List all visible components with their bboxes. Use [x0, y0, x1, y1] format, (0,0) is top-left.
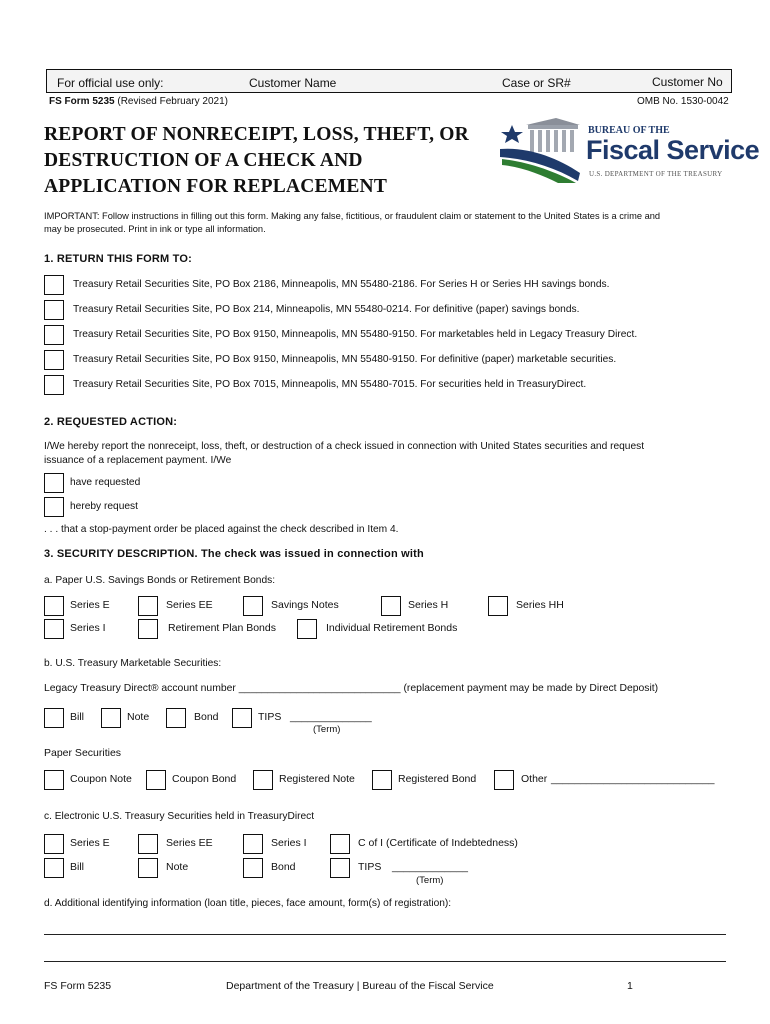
footer-department: Department of the Treasury | Bureau of the Fiscal Service [226, 980, 494, 992]
return-option-5: Treasury Retail Securities Site, PO Box 7015, Minneapolis, MN 55480-7015. For securities held in TreasuryDirect. [73, 379, 587, 390]
official-use-label: For official use only: [57, 76, 164, 90]
retirement-plan-bonds-checkbox[interactable] [138, 619, 158, 639]
tips-term-caption: (Term) [313, 724, 341, 735]
page-number: 1 [627, 980, 633, 992]
stop-payment-text: . . . that a stop-payment order be placed against the check described in Item 4. [44, 524, 399, 535]
have-requested-label: have requested [70, 477, 141, 488]
page-title [44, 122, 469, 200]
td-series-i-label: Series I [271, 837, 307, 849]
registered-note-checkbox[interactable] [253, 770, 273, 790]
return-option-checkbox-2[interactable] [44, 300, 64, 320]
logo-dept: U.S. DEPARTMENT OF THE TREASURY [589, 170, 723, 178]
hereby-request-checkbox[interactable] [44, 497, 64, 517]
section-3b-label: b. U.S. Treasury Marketable Securities: [44, 658, 222, 669]
savings-notes-label: Savings Notes [271, 599, 339, 611]
customer-name-label: Customer Name [249, 76, 337, 90]
form-id [49, 96, 228, 107]
registered-bond-checkbox[interactable] [372, 770, 392, 790]
registered-bond-label: Registered Bond [398, 773, 477, 785]
logo-name: Fiscal Service [586, 135, 760, 165]
hereby-request-label: hereby request [70, 501, 138, 512]
td-tips-label: TIPS [358, 861, 382, 873]
registered-note-label: Registered Note [279, 773, 355, 785]
have-requested-checkbox[interactable] [44, 473, 64, 493]
tips-label: TIPS [258, 711, 282, 723]
series-ee-label: Series EE [166, 599, 213, 611]
other-label: Other [521, 773, 548, 785]
section-2-heading: 2. REQUESTED ACTION: [44, 416, 178, 428]
return-option-checkbox-4[interactable] [44, 350, 64, 370]
td-tips-term-caption: (Term) [416, 875, 444, 886]
td-bond-label: Bond [271, 861, 296, 873]
bill-label: Bill [70, 711, 85, 723]
savings-notes-checkbox[interactable] [243, 596, 263, 616]
individual-retirement-bonds-label: Individual Retirement Bonds [326, 622, 458, 634]
return-option-checkbox-3[interactable] [44, 325, 64, 345]
omb-number: OMB No. 1530-0042 [637, 96, 729, 107]
series-e-checkbox[interactable] [44, 596, 64, 616]
logo-bureau: BUREAU OF THE [588, 125, 670, 136]
td-bill-label: Bill [70, 861, 85, 873]
retirement-plan-bonds-label: Retirement Plan Bonds [168, 622, 276, 634]
requested-action-text-2: issuance of a replacement payment. I/We [44, 455, 232, 466]
coupon-note-checkbox[interactable] [44, 770, 64, 790]
td-note-label: Note [166, 861, 189, 873]
series-hh-label: Series HH [516, 599, 564, 611]
td-tips-checkbox[interactable] [330, 858, 350, 878]
tips-term-field[interactable]: ______________ [290, 711, 372, 723]
additional-info-line-2[interactable] [44, 961, 726, 962]
td-series-e-label: Series E [70, 837, 110, 849]
section-3a-label: a. Paper U.S. Savings Bonds or Retirement Bonds: [44, 575, 276, 586]
td-note-checkbox[interactable] [138, 858, 158, 878]
series-i-label: Series I [70, 622, 106, 634]
note-checkbox[interactable] [101, 708, 121, 728]
footer-form-id: FS Form 5235 [44, 980, 112, 992]
series-i-checkbox[interactable] [44, 619, 64, 639]
customer-no-label: Customer No [652, 75, 723, 89]
bill-checkbox[interactable] [44, 708, 64, 728]
paper-securities-label: Paper Securities [44, 747, 122, 759]
td-c-of-i-checkbox[interactable] [330, 834, 350, 854]
series-hh-checkbox[interactable] [488, 596, 508, 616]
td-series-e-checkbox[interactable] [44, 834, 64, 854]
return-option-3: Treasury Retail Securities Site, PO Box 9150, Minneapolis, MN 55480-9150. For marketables held in Legacy Treasury Direct. [73, 329, 638, 340]
important-line-1: IMPORTANT: Follow instructions in filling out this form. Making any false, fictitious, or fraudulent claim or statement to the United States is a crime and [44, 211, 661, 221]
other-field[interactable]: ____________________________ [551, 773, 715, 785]
td-bill-checkbox[interactable] [44, 858, 64, 878]
series-h-label: Series H [408, 599, 449, 611]
td-bond-checkbox[interactable] [243, 858, 263, 878]
title-line-1: REPORT OF NONRECEIPT, LOSS, THEFT, OR [44, 124, 469, 145]
case-sr-label: Case or SR# [502, 76, 571, 90]
note-label: Note [127, 711, 150, 723]
title-line-2: DESTRUCTION OF A CHECK AND [44, 150, 363, 171]
bond-label: Bond [194, 711, 219, 723]
series-e-label: Series E [70, 599, 110, 611]
return-option-checkbox-5[interactable] [44, 375, 64, 395]
td-series-i-checkbox[interactable] [243, 834, 263, 854]
return-option-4: Treasury Retail Securities Site, PO Box 9150, Minneapolis, MN 55480-9150. For definitive (paper) marketable securities. [73, 354, 617, 365]
legacy-account-line[interactable]: Legacy Treasury Direct® account number ____________________________ (replacement payment may be made by Direct Deposit) [44, 683, 659, 694]
coupon-note-label: Coupon Note [70, 773, 132, 785]
return-option-checkbox-1[interactable] [44, 275, 64, 295]
form-revision: (Revised February 2021) [117, 96, 228, 107]
requested-action-text-1: I/We hereby report the nonreceipt, loss, theft, or destruction of a check issued in connection with United States securities and request [44, 441, 645, 452]
return-option-2: Treasury Retail Securities Site, PO Box 214, Minneapolis, MN 55480-0214. For definitive (paper) savings bonds. [73, 304, 580, 315]
form-number: FS Form 5235 [49, 96, 115, 107]
tips-checkbox[interactable] [232, 708, 252, 728]
td-series-ee-checkbox[interactable] [138, 834, 158, 854]
individual-retirement-bonds-checkbox[interactable] [297, 619, 317, 639]
title-line-3: APPLICATION FOR REPLACEMENT [44, 176, 388, 197]
section-3c-label: c. Electronic U.S. Treasury Securities held in TreasuryDirect [44, 811, 315, 822]
series-h-checkbox[interactable] [381, 596, 401, 616]
bond-checkbox[interactable] [166, 708, 186, 728]
section-1-heading: 1. RETURN THIS FORM TO: [44, 253, 193, 265]
series-ee-checkbox[interactable] [138, 596, 158, 616]
return-option-1: Treasury Retail Securities Site, PO Box 2186, Minneapolis, MN 55480-2186. For Series H or Series HH savings bonds. [73, 279, 610, 290]
coupon-bond-checkbox[interactable] [146, 770, 166, 790]
section-3d-label: d. Additional identifying information (loan title, pieces, face amount, form(s) of registration): [44, 898, 452, 909]
td-c-of-i-label: C of I (Certificate of Indebtedness) [358, 837, 518, 849]
other-checkbox[interactable] [494, 770, 514, 790]
important-line-2: may be prosecuted. Print in ink or type all information. [44, 224, 266, 234]
additional-info-line-1[interactable] [44, 934, 726, 935]
td-tips-term-field[interactable]: _____________ [392, 861, 468, 873]
coupon-bond-label: Coupon Bond [172, 773, 237, 785]
td-series-ee-label: Series EE [166, 837, 213, 849]
section-3-heading: 3. SECURITY DESCRIPTION. The check was issued in connection with [44, 548, 424, 560]
